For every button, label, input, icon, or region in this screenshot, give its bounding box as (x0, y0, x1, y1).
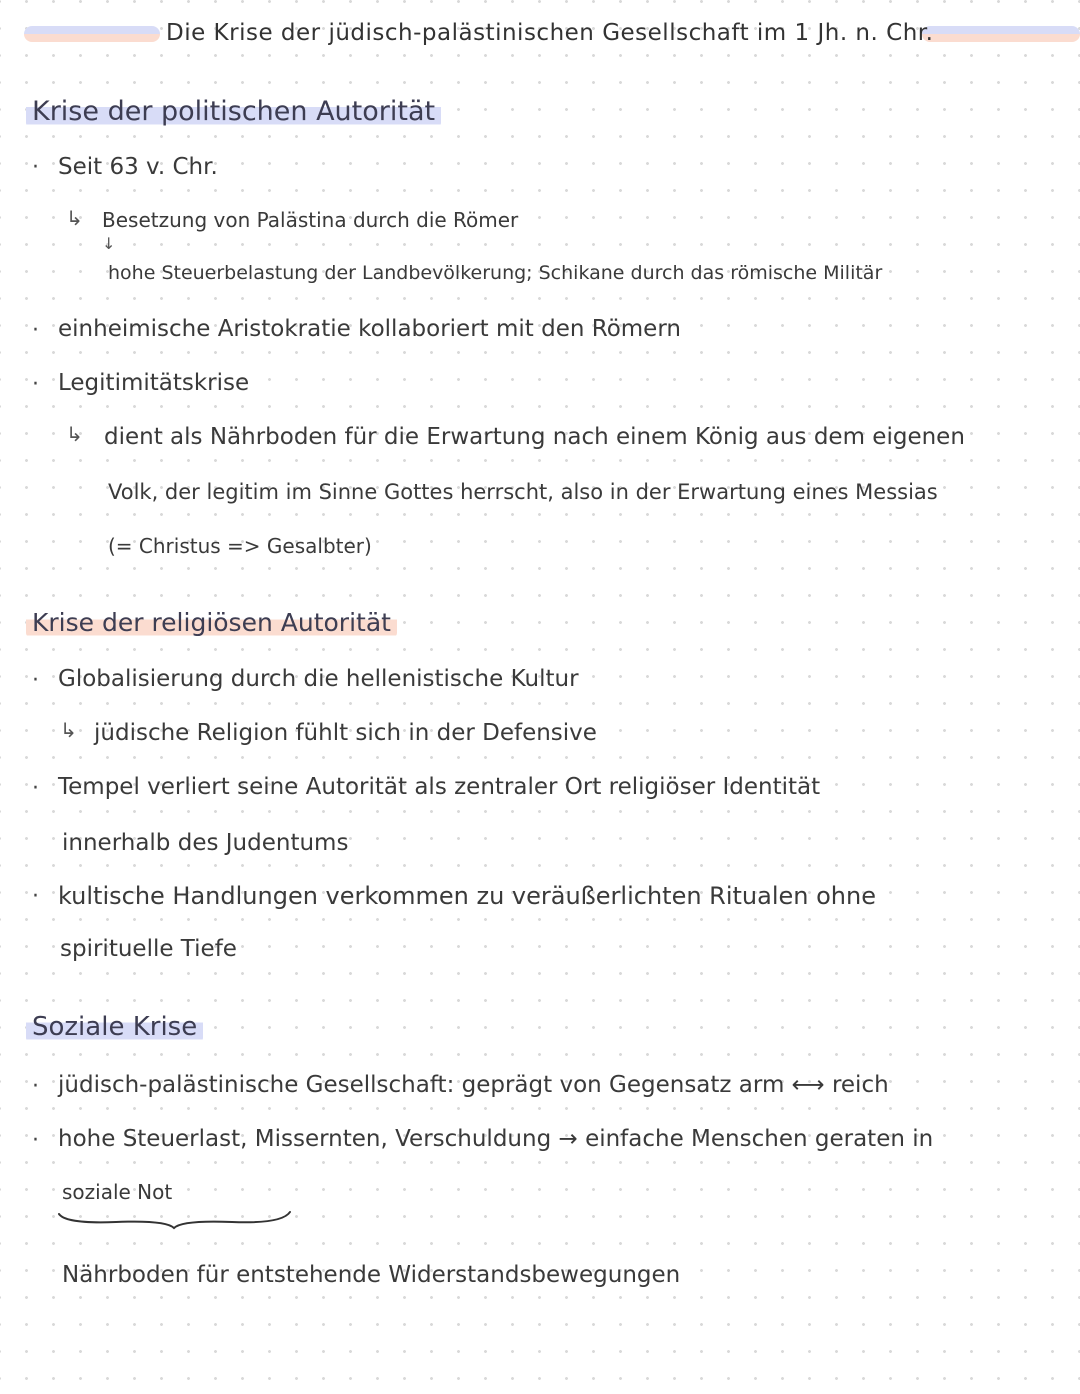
note-line: spirituelle Tiefe (60, 936, 237, 962)
note-line: dient als Nährboden für die Erwartung nach einem König aus dem eigenen (104, 424, 965, 450)
note-line: hohe Steuerlast, Missernten, Verschuldung → einfache Menschen geraten in (58, 1126, 934, 1152)
note-line: einheimische Aristokratie kollaboriert mit den Römern (58, 316, 681, 342)
bullet-icon: · (32, 318, 39, 343)
page-title: Die Krise der jüdisch-palästinischen Gesellschaft im 1 Jh. n. Chr. (166, 20, 934, 46)
note-line: soziale Not (62, 1180, 173, 1204)
note-line: Besetzung von Palästina durch die Römer (102, 208, 519, 232)
title-highlight-left (24, 26, 160, 42)
note-line: (= Christus => Gesalbter) (108, 534, 372, 558)
hook-arrow-icon: ↳ (66, 422, 83, 446)
bullet-icon: · (32, 776, 39, 801)
note-line: Nährboden für entstehende Widerstandsbewegungen (62, 1262, 681, 1288)
note-line: jüdische Religion fühlt sich in der Defensive (94, 720, 597, 746)
section-heading-political: Krise der politischen Autorität (26, 96, 441, 127)
bullet-icon: · (32, 668, 39, 693)
hook-arrow-icon: ↳ (66, 206, 83, 230)
note-line: innerhalb des Judentums (62, 830, 349, 856)
note-line: Tempel verliert seine Autorität als zentraler Ort religiöser Identität (58, 774, 821, 800)
brace-underline (56, 1208, 296, 1232)
title-highlight-right (922, 26, 1080, 42)
note-line: jüdisch-palästinische Gesellschaft: geprägt von Gegensatz arm ⟷ reich (58, 1072, 889, 1098)
note-line: Globalisierung durch die hellenistische Kultur (58, 666, 579, 692)
note-line: Legitimitätskrise (58, 370, 250, 396)
section-heading-religious: Krise der religiösen Autorität (26, 608, 397, 637)
down-arrow-icon: ↓ (102, 234, 116, 253)
note-line: kultische Handlungen verkommen zu veräußerlichten Ritualen ohne (58, 882, 876, 910)
bullet-icon: · (32, 884, 39, 909)
bullet-icon: · (32, 155, 39, 180)
note-line: hohe Steuerbelastung der Landbevölkerung; Schikane durch das römische Militär (108, 262, 883, 284)
note-line: Seit 63 v. Chr. (58, 154, 218, 180)
bullet-icon: · (32, 1128, 39, 1153)
section-heading-social: Soziale Krise (26, 1012, 203, 1042)
bullet-icon: · (32, 372, 39, 397)
bullet-icon: · (32, 1074, 39, 1099)
note-line: Volk, der legitim im Sinne Gottes herrscht, also in der Erwartung eines Messias (108, 480, 938, 504)
hook-arrow-icon: ↳ (60, 718, 77, 742)
